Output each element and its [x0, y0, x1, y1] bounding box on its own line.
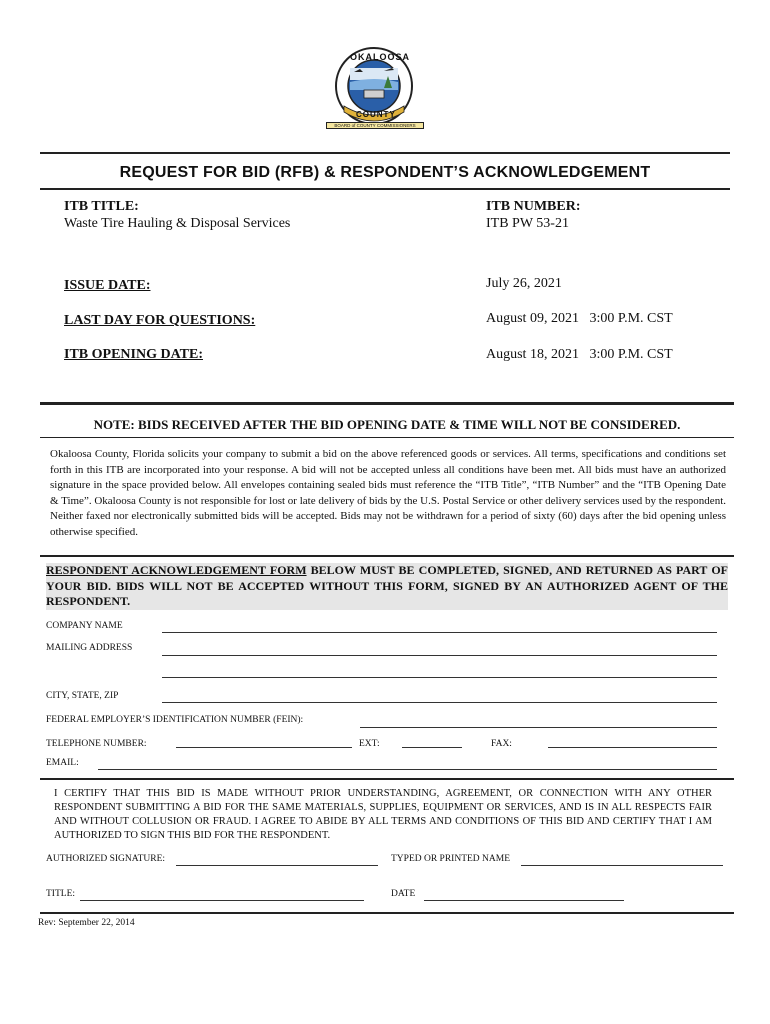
fax-field[interactable]	[548, 747, 717, 748]
mailing-address-label: MAILING ADDRESS	[46, 643, 133, 653]
ack-notice	[46, 563, 728, 610]
fein-field[interactable]	[360, 727, 717, 728]
mailing-address-field[interactable]	[162, 655, 717, 656]
typed-name-field[interactable]	[521, 865, 723, 866]
county-seal-logo	[324, 46, 424, 132]
seal-top-text: OKALOOSA	[350, 52, 411, 62]
itb-title-value: Waste Tire Hauling & Disposal Services	[64, 216, 291, 231]
note-top-rule	[40, 402, 734, 405]
questions-date-label: LAST DAY FOR QUESTIONS:	[64, 313, 256, 328]
date-field[interactable]	[424, 900, 624, 901]
telephone-field[interactable]	[176, 747, 352, 748]
ack-top-rule	[40, 555, 734, 557]
opening-date-label: ITB OPENING DATE:	[64, 347, 203, 362]
questions-date-value: August 09, 2021 3:00 P.M. CST	[486, 311, 673, 326]
note-text: NOTE: BIDS RECEIVED AFTER THE BID OPENING DATE & TIME WILL NOT BE CONSIDERED.	[93, 417, 681, 432]
title-field[interactable]	[80, 900, 364, 901]
certify-top-rule	[40, 778, 734, 780]
seal-ribbon-text: BOARD of COUNTY COMMISSIONERS	[326, 122, 424, 129]
city-state-zip-label: CITY, STATE, ZIP	[46, 691, 119, 701]
issue-date-label: ISSUE DATE:	[64, 278, 151, 293]
issue-date-value: July 26, 2021	[486, 276, 562, 291]
company-name-field[interactable]	[162, 632, 717, 633]
typed-name-label: TYPED OR PRINTED NAME	[391, 854, 511, 864]
header-top-rule	[40, 152, 730, 154]
certify-text: I CERTIFY THAT THIS BID IS MADE WITHOUT PRIOR UNDERSTANDING, AGREEMENT, OR CONNECTION WITH ANY OTHER RESPONDENT SUBMITTING A BID FOR THE SAME MATERIALS, SUPPLIES, EQUIPMENT OR SERVICES, AND IS IN ALL RESPECTS FAIR AND WITHOUT COLLUSION OR FRAUD. I AGREE TO ABIDE BY ALL TERMS AND CONDITIONS OF THIS BID AND CERTIFY THAT I AM AUTHORIZED TO SIGN THIS BID FOR THE RESPONDENT.	[54, 788, 712, 841]
seal-bottom-text: COUNTY	[356, 110, 396, 119]
email-label: EMAIL:	[46, 758, 79, 768]
itb-title-label: ITB TITLE:	[64, 199, 139, 214]
mailing-address-field-2[interactable]	[162, 677, 717, 678]
ext-field[interactable]	[402, 747, 462, 748]
revision-text: Rev: September 22, 2014	[38, 918, 135, 928]
fein-label: FEDERAL EMPLOYER’S IDENTIFICATION NUMBER (FEIN):	[46, 715, 304, 725]
header-bottom-rule	[40, 188, 730, 190]
note-bottom-rule	[40, 437, 734, 438]
ack-notice-rest: BELOW MUST BE COMPLETED, SIGNED, AND RETURNED AS PART OF YOUR BID. BIDS WILL NOT BE ACCEPTED WITHOUT THIS FORM, SIGNED BY AN AUTHORIZED AGENT OF THE RESPONDENT.	[46, 563, 728, 608]
opening-date-value: August 18, 2021 3:00 P.M. CST	[486, 347, 673, 362]
authorized-signature-label: AUTHORIZED SIGNATURE:	[46, 854, 166, 864]
itb-number-label: ITB NUMBER:	[486, 199, 581, 214]
page-title: REQUEST FOR BID (RFB) & RESPONDENT’S ACKNOWLEDGEMENT	[119, 164, 651, 181]
telephone-label: TELEPHONE NUMBER:	[46, 739, 147, 749]
body-paragraph: Okaloosa County, Florida solicits your company to submit a bid on the above referenced goods or services. All terms, specifications and conditions set forth in this ITB are incorporated into your response. A bid will not be accepted unless all conditions have been met. All bids must have an authorized signature in the space provided below. All envelopes containing sealed bids must reference the “ITB Title”, “ITB Number” and the “ITB Opening Date & Time”. Okaloosa County is not responsible for lost or late delivery of bids by the U.S. Postal Service or other delivery services used by the respondent. Neither faxed nor electronically submitted bids will be accepted. Bids may not be withdrawn for a period of sixty (60) days after the bid opening unless otherwise specified.	[50, 448, 726, 538]
city-state-zip-field[interactable]	[162, 702, 717, 703]
itb-number-value: ITB PW 53-21	[486, 216, 569, 231]
authorized-signature-field[interactable]	[176, 865, 378, 866]
date-label: DATE	[391, 889, 416, 899]
footer-rule	[40, 912, 734, 914]
ext-label: EXT:	[359, 739, 380, 749]
title-label: TITLE:	[46, 889, 76, 899]
ack-notice-underlined: RESPONDENT ACKNOWLEDGEMENT FORM	[46, 563, 307, 577]
company-name-label: COMPANY NAME	[46, 621, 123, 631]
email-field[interactable]	[98, 769, 717, 770]
fax-label: FAX:	[491, 739, 512, 749]
